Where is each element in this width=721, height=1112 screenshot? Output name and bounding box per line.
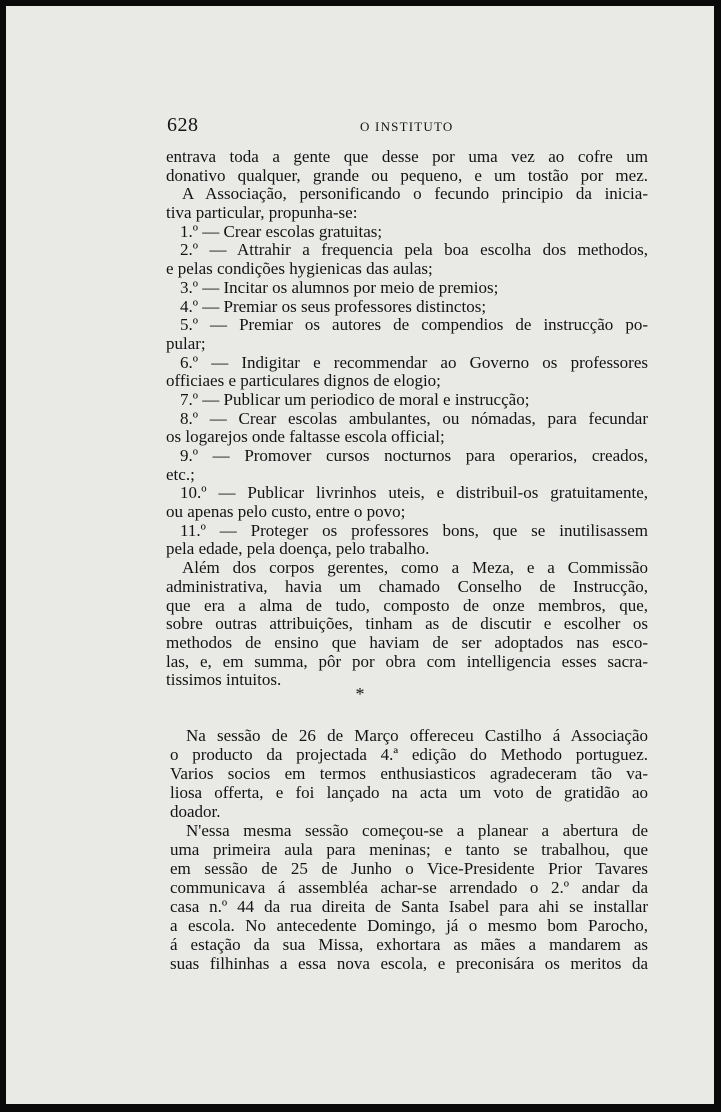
text-line: ou apenas pelo custo, entre o povo; <box>166 502 406 522</box>
text-line: doador. <box>170 802 221 821</box>
text-line: N'essa mesma sessão começou-se a planear a abertura de <box>186 821 648 840</box>
text-line: communicava á assembléa achar-se arrendado o 2.º andar da <box>170 878 648 897</box>
text-line: A Associação, personificando o fecundo principio da inicia- <box>182 185 648 204</box>
text-line: em sessão de 25 de Junho o Vice-Presidente Prior Tavares <box>170 859 648 878</box>
running-title: O INSTITUTO <box>360 119 454 134</box>
section-separator: * <box>355 684 365 704</box>
page-header <box>6 114 714 138</box>
text-line: las, e, em summa, pôr por obra com intelligencia esses sacra- <box>166 652 648 671</box>
text-line: sobre outras attribuições, tinham as de discutir e escolher os <box>166 615 648 634</box>
section-2-text <box>170 726 648 973</box>
text-line: donativo qualquer, grande ou pequeno, e um tostão por mez. <box>166 166 648 185</box>
page-number: 628 <box>167 114 199 136</box>
text-line: pular; <box>166 333 206 353</box>
text-line: á estação da sua Missa, exhortara as mães a mandarem as <box>170 935 648 954</box>
text-line: os logarejos onde faltasse escola official; <box>166 427 445 447</box>
text-line: pela edade, pela doença, pelo trabalho. <box>166 539 430 559</box>
text-line: officiaes e particulares dignos de elogio; <box>166 371 441 391</box>
section-1-text <box>166 148 648 690</box>
book-page <box>6 6 714 1104</box>
list-item: 10.º — Publicar livrinhos uteis, e distribuil-os gratuitamente, <box>180 484 648 503</box>
text-line: entrava toda a gente que desse por uma vez ao cofre um <box>166 148 648 166</box>
text-line: Na sessão de 26 de Março offereceu Castilho á Associação <box>186 726 648 745</box>
text-line: tissimos intuitos. <box>166 670 282 690</box>
list-item: 7.º — Publicar um periodico de moral e instrucção; <box>180 389 530 409</box>
list-item: 8.º — Crear escolas ambulantes, ou nómadas, para fecundar <box>180 409 648 428</box>
text-line: administrativa, havia um chamado Conselho de Instrucção, <box>166 577 648 596</box>
text-line: casa n.º 44 da rua direita de Santa Isabel para ahi se installar <box>170 897 648 916</box>
text-line: Varios socios em termos enthusiasticos agradeceram tão va- <box>170 764 648 783</box>
text-line: methodos de ensino que haviam de ser adoptados nas esco- <box>166 633 648 652</box>
text-line: suas filhinhas a essa nova escola, e preconisára os meritos da <box>170 954 648 973</box>
text-line: a escola. No antecedente Domingo, já o mesmo bom Parocho, <box>170 916 648 935</box>
list-item: 4.º — Premiar os seus professores distinctos; <box>180 296 487 316</box>
text-line: que era a alma de tudo, composto de onze membros, que, <box>166 596 648 615</box>
text-line: tiva particular, propunha-se: <box>166 203 358 223</box>
list-item: 11.º — Proteger os professores bons, que se inutilisassem <box>180 521 648 540</box>
list-item: 3.º — Incitar os alumnos por meio de premios; <box>180 277 499 297</box>
list-item: 6.º — Indigitar e recommendar ao Governo os professores <box>180 353 648 372</box>
text-line: liosa offerta, e foi lançado na acta um voto de gratidão ao <box>170 783 648 802</box>
text-line: Além dos corpos gerentes, como a Meza, e a Commissão <box>182 559 648 578</box>
text-line: uma primeira aula para meninas; e tanto se trabalhou, que <box>170 840 648 859</box>
list-item: 1.º — Crear escolas gratuitas; <box>180 221 383 241</box>
list-item: 2.º — Attrahir a frequencia pela boa escolha dos methodos, <box>180 241 648 260</box>
text-line: etc.; <box>166 464 195 484</box>
text-line: o producto da projectada 4.ª edição do Methodo portuguez. <box>170 745 648 764</box>
text-line: e pelas condições hygienicas das aulas; <box>166 259 433 279</box>
list-item: 9.º — Promover cursos nocturnos para operarios, creados, <box>180 447 648 465</box>
list-item: 5.º — Premiar os autores de compendios de instrucção po- <box>180 316 648 335</box>
